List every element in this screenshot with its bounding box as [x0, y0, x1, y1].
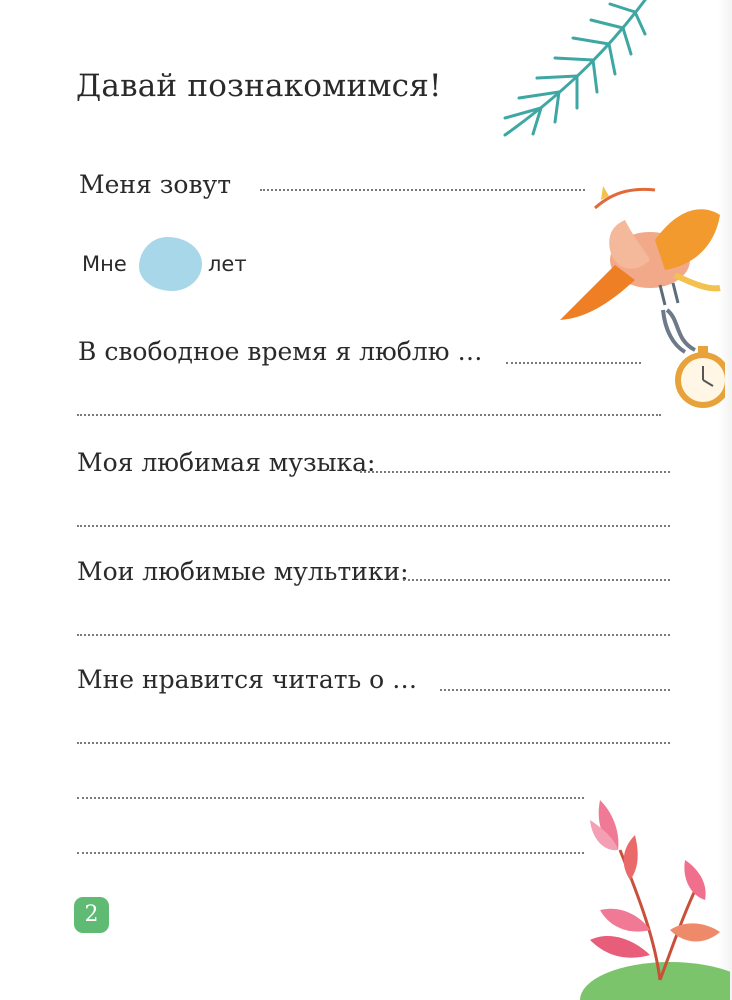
age-prefix-label: Мне — [82, 252, 127, 276]
name-label: Меня зовут — [79, 170, 232, 199]
page-number-badge: 2 — [74, 897, 109, 933]
reading-write-line-2[interactable] — [77, 742, 670, 744]
reading-label: Мне нравится читать о … — [77, 665, 418, 694]
flower-illustration — [560, 790, 730, 1000]
palm-leaf-illustration — [495, 0, 655, 145]
reading-write-line-1[interactable] — [440, 689, 670, 691]
cartoons-write-line-2[interactable] — [77, 634, 670, 636]
music-write-line-2[interactable] — [77, 525, 670, 527]
free-time-write-line-2[interactable] — [77, 414, 661, 416]
bird-illustration — [555, 180, 725, 415]
free-time-label: В свободное время я люблю … — [78, 337, 483, 366]
pocket-watch-illustration — [675, 346, 725, 408]
age-input-blob[interactable] — [139, 237, 202, 291]
free-time-write-line-1[interactable] — [506, 362, 641, 364]
cartoons-write-line-1[interactable] — [403, 579, 670, 581]
name-write-line[interactable] — [260, 189, 585, 191]
music-label: Моя любимая музыка: — [77, 448, 376, 477]
reading-write-line-4[interactable] — [77, 852, 584, 854]
music-write-line-1[interactable] — [360, 471, 670, 473]
page-title: Давай познакомимся! — [76, 68, 442, 104]
reading-write-line-3[interactable] — [77, 797, 584, 799]
age-suffix-label: лет — [208, 252, 247, 276]
cartoons-label: Мои любимые мультики: — [77, 557, 409, 586]
